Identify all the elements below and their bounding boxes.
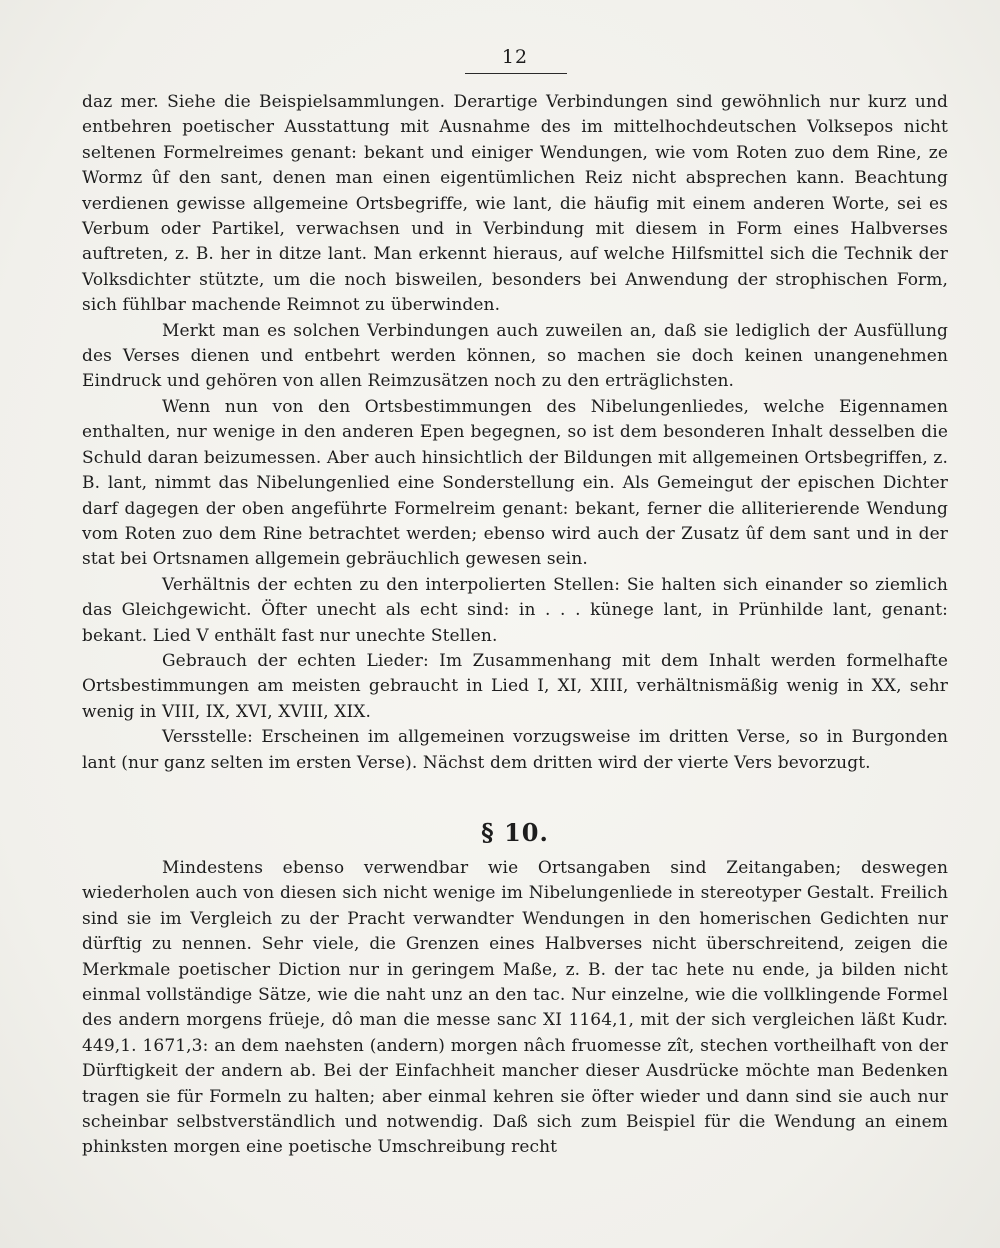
paragraph: Versstelle: Erscheinen im allgemeinen vorzugsweise im dritten Verse, so in Burgonden lant (nur ganz selten im ersten Verse). Nächst dem dritten wird der vierte Vers bevorzugt.: [82, 727, 948, 773]
paragraph: Verhältnis der echten zu den interpolierten Stellen: Sie halten sich einander so ziemlich das Gleichgewicht. Öfter unecht als echt sind: in . . . künege lant, in Prünhilde lant, genant: bekant. Lied V enthält fast nur unechte Stellen.: [82, 574, 948, 646]
body-text: [82, 90, 948, 1161]
paragraph: Wenn nun von den Ortsbestimmungen des Nibelungenliedes, welche Eigennamen enthalten, nur wenige in den anderen Epen begegnen, so ist dem besonderen Inhalt desselben die Schuld daran beizumessen. Aber auch hinsichtlich der Bildungen mit allgemeinen Ortsbegriffen, z. B. lant, nimmt das Nibelungenlied eine Sonderstellung ein. Als Gemeingut der epischen Dichter darf dagegen der oben angeführte Formelreim genant: bekant, ferner die alliterierende Wendung vom Roten zuo dem Rine betrachtet werden; ebenso wird auch der Zusatz ûf dem sant und in der stat bei Ortsnamen allgemein gebräuchlich gewesen sein.: [82, 396, 948, 570]
paragraph: Gebrauch der echten Lieder: Im Zusammenhang mit dem Inhalt werden formelhafte Ortsbestimmungen am meisten gebraucht in Lied I, XI, XIII, verhältnismäßig wenig in XX, sehr wenig in VIII, IX, XVI, XVIII, XIX.: [82, 650, 948, 722]
page-number-rule: [465, 73, 567, 74]
page-number: 12: [501, 46, 529, 68]
paragraph: daz mer. Siehe die Beispielsammlungen. Derartige Verbindungen sind gewöhnlich nur kurz und entbehren poetischer Ausstattung mit Ausnahme des im mittelhochdeutschen Volksepos nicht seltenen Formelreimes genant: bekant und einiger Wendungen, wie vom Roten zuo dem Rine, ze Wormz ûf den sant, denen man einen eigentümlichen Reiz nicht absprechen kann. Beachtung verdienen gewisse allgemeine Ortsbegriffe, wie lant, die häufig mit einem anderen Worte, sei es Verbum oder Partikel, verwachsen und in Verbindung mit diesem in Form eines Halbverses auftreten, z. B. her in ditze lant. Man erkennt hieraus, auf welche Hilfsmittel sich die Technik der Volksdichter stützte, um die noch bisweilen, besonders bei Anwendung der strophischen Form, sich fühlbar machende Reimnot zu überwinden.: [82, 92, 948, 316]
paragraph: Merkt man es solchen Verbindungen auch zuweilen an, daß sie lediglich der Ausfüllung des Verses dienen und entbehrt werden können, so machen sie doch keinen unangenehmen Eindruck und gehören von allen Reimzusätzen noch zu den erträglichsten.: [82, 320, 948, 392]
paragraph: Mindestens ebenso verwendbar wie Ortsangaben sind Zeitangaben; deswegen wiederholen auch von diesen sich nicht wenige im Nibelungenliede in stereotyper Gestalt. Freilich sind sie im Vergleich zu der Pracht verwandter Wendungen in den homerischen Gedichten nur dürftig zu nennen. Sehr viele, die Grenzen eines Halbverses nicht überschreitend, zeigen die Merkmale poetischer Diction nur in geringem Maße, z. B. der tac hete nu ende, ja bilden nicht einmal vollständige Sätze, wie die naht unz an den tac. Nur einzelne, wie die vollklingende Formel des andern morgens früeje, dô man die messe sanc XI 1164,1, mit der sich vergleichen läßt Kudr. 449,1. 1671,3: an dem naehsten (andern) morgen nâch fruomesse zît, stechen vortheilhaft von der Dürftigkeit der andern ab. Bei der Einfachheit mancher dieser Ausdrücke möchte man Bedenken tragen sie für Formeln zu halten; aber einmal kehren sie öfter wieder und dann sind sie auch nur scheinbar selbstverständlich und notwendig. Daß sich zum Beispiel für die Wendung an einem phinksten morgen eine poetische Umschreibung recht: [82, 857, 948, 1158]
section-heading: § 10.: [481, 817, 549, 847]
